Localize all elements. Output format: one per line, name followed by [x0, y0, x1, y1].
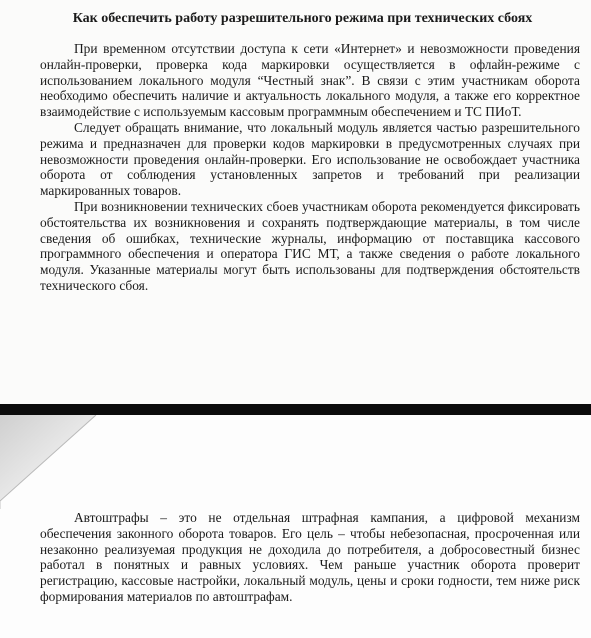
paragraph: Следует обращать внимание, что локальный модуль является частью разрешительного режима и предназначен для проверки кодов маркировки в предусмотренных случаях при невозможности проведения онлайн-проверки. Его использование не освобождает участника оборота от соблюдения установленных запретов и требований при реализации маркированных товаров. — [40, 119, 580, 199]
document-page-bottom — [0, 415, 591, 638]
second-page-body — [40, 510, 580, 605]
paragraph: При временном отсутствии доступа к сети «Интернет» и невозможности проведения онлайн-проверки, проверка кода маркировки осуществляется в офлайн-режиме с использованием локального модуля “Честный знак”. В связи с этим участникам оборота необходимо обеспечить наличие и актуальность локального модуля, а также его корректное взаимодействие с используемым кассовым программным обеспечением и ТС ПИоТ. — [40, 41, 580, 120]
document-title: Как обеспечить работу разрешительного режима при технических сбоях — [72, 11, 533, 26]
document-body — [40, 41, 580, 294]
paragraph: Автоштрафы – это не отдельная штрафная кампания, а цифровой механизм обеспечения законного оборота товаров. Его цель – чтобы небезопасная, просроченная или незаконно реализуемая продукция не доходила до потребителя, а добросовестный бизнес работал в понятных и равных условиях. Чем раньше участник оборота проверит регистрацию, кассовые настройки, локальный модуль, цены и сроки годности, тем ниже риск формирования материалов по автоштрафам. — [40, 510, 580, 604]
paragraph: При возникновении технических сбоев участникам оборота рекомендуется фиксировать обстоятельства их возникновения и сохранять подтверждающие материалы, в том числе сведения об ошибках, технические журналы, информацию от поставщика кассового программного обеспечения и оператора ГИС МТ, а также сведения о работе локального модуля. Указанные материалы могут быть использованы для подтверждения обстоятельств технического сбоя. — [40, 198, 580, 293]
scan-divider-band — [0, 404, 591, 415]
